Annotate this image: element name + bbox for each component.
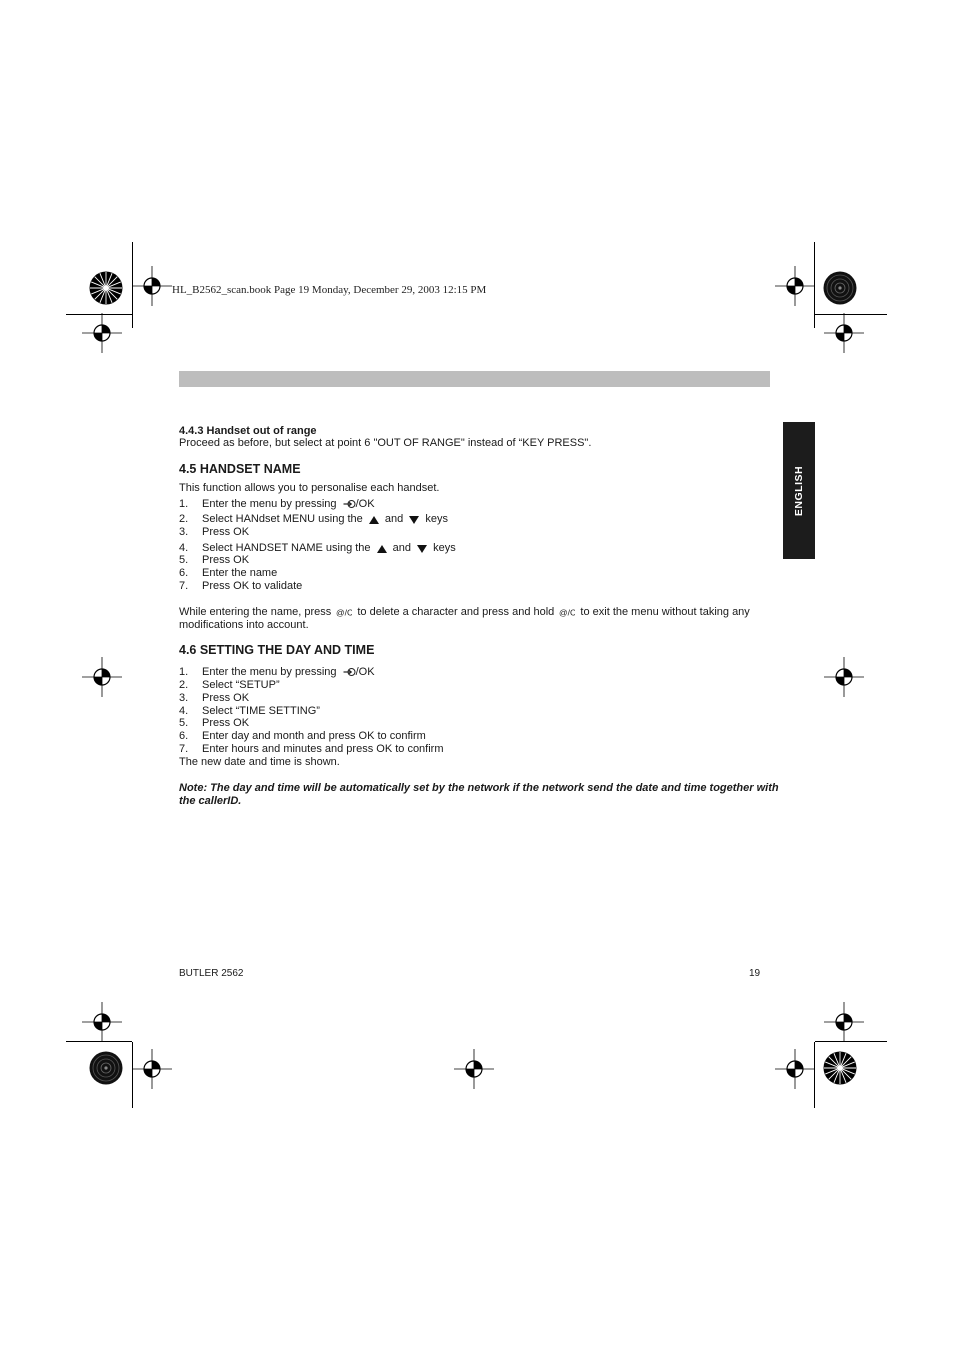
starburst-target-icon xyxy=(88,270,124,306)
header-bar xyxy=(179,371,770,387)
section-45-intro: This function allows you to personalise each handset. xyxy=(179,482,440,494)
starburst-target-icon xyxy=(822,270,858,306)
registration-crosshair-icon xyxy=(824,1002,864,1042)
clear-c-icon xyxy=(559,607,575,617)
menu-arrow-icon xyxy=(343,667,356,677)
clear-c-icon xyxy=(336,607,352,617)
registration-crosshair-icon xyxy=(132,266,172,306)
starburst-target-icon xyxy=(88,1050,124,1086)
list-item: 7. Press OK to validate xyxy=(179,580,303,592)
menu-arrow-icon xyxy=(343,499,356,509)
section-46-result: The new date and time is shown. xyxy=(179,756,340,768)
registration-crosshair-icon xyxy=(775,1049,815,1089)
footer-page-number: 19 xyxy=(749,968,761,979)
list-item: 3. Press OK xyxy=(179,692,250,704)
list-item: 2. Select “SETUP” xyxy=(179,679,280,691)
list-item: 4. Select HANDSET NAME using the and keys xyxy=(179,542,456,554)
registration-crosshair-icon xyxy=(824,313,864,353)
list-item: 1. Enter the menu by pressing /OK xyxy=(179,498,375,510)
print-header: HL_B2562_scan.book Page 19 Monday, December 29, 2003 12:15 PM xyxy=(172,284,487,296)
list-item: 7. Enter hours and minutes and press OK to confirm xyxy=(179,743,444,755)
section-46-heading: 4.6 SETTING THE DAY AND TIME xyxy=(179,643,375,657)
up-triangle-icon xyxy=(377,545,387,553)
list-item: 4. Select “TIME SETTING” xyxy=(179,705,320,717)
footer-product: BUTLER 2562 xyxy=(179,968,244,979)
section-45-hint: While entering the name, press to delete a character and press and hold to exit the menu without taking any xyxy=(179,606,750,618)
list-item: 5. Press OK xyxy=(179,554,250,566)
registration-crosshair-icon xyxy=(82,313,122,353)
up-triangle-icon xyxy=(369,516,379,524)
language-tab xyxy=(783,422,815,559)
down-triangle-icon xyxy=(417,545,427,553)
starburst-target-icon xyxy=(822,1050,858,1086)
list-item: 6. Enter day and month and press OK to confirm xyxy=(179,730,426,742)
list-item: 6. Enter the name xyxy=(179,567,278,579)
section-443-heading: 4.4.3 Handset out of range xyxy=(179,425,317,437)
list-item: 5. Press OK xyxy=(179,717,250,729)
section-443-body: Proceed as before, but select at point 6 "OUT OF RANGE" instead of “KEY PRESS". xyxy=(179,437,592,449)
registration-crosshair-icon xyxy=(82,657,122,697)
registration-crosshair-icon xyxy=(132,1049,172,1089)
list-item: 3. Press OK xyxy=(179,526,250,538)
registration-crosshair-icon xyxy=(454,1049,494,1089)
registration-crosshair-icon xyxy=(82,1002,122,1042)
section-45-heading: 4.5 HANDSET NAME xyxy=(179,462,301,476)
list-item: 1. Enter the menu by pressing /OK xyxy=(179,666,375,678)
registration-crosshair-icon xyxy=(775,266,815,306)
section-45-hint-line2: modifications into account. xyxy=(179,619,309,631)
down-triangle-icon xyxy=(409,516,419,524)
section-46-note: Note: The day and time will be automatically set by the network if the network send the date and time together with the callerID. xyxy=(179,782,779,807)
list-item: 2. Select HANdset MENU using the and keys xyxy=(179,513,449,525)
language-tab-label: ENGLISH xyxy=(793,465,806,516)
registration-crosshair-icon xyxy=(824,657,864,697)
